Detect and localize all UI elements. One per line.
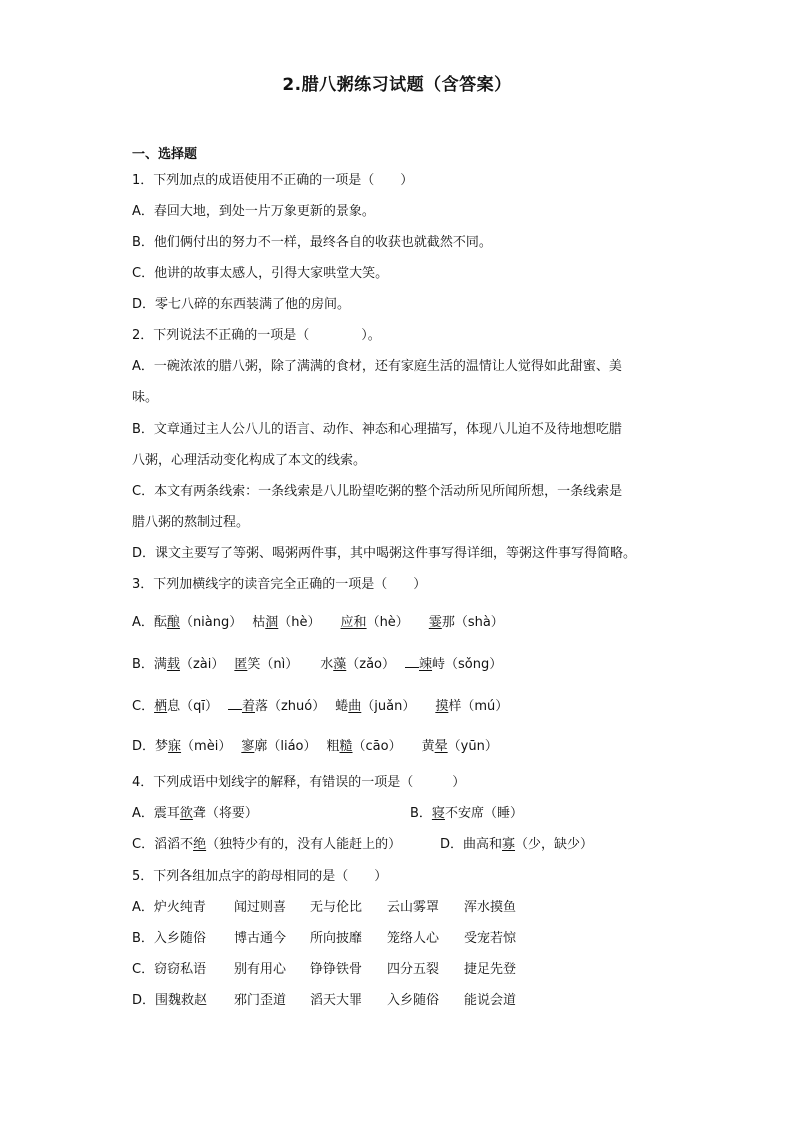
- question-3-option-a: A．酝酿（niàng） 枯涸（hè） 应和（hè） 霎那（shà）: [132, 615, 504, 630]
- idiom: 笼络人心: [387, 931, 440, 946]
- idiom: 能说会道: [464, 993, 517, 1008]
- idiom: 云山雾罩: [387, 900, 440, 915]
- question-3-stem: 3．下列加横线字的读音完全正确的一项是（ ）: [132, 577, 427, 592]
- question-4-options-cd: [132, 836, 672, 854]
- underlined-char: 曲: [348, 699, 362, 714]
- section-heading: 一、选择题: [132, 147, 198, 162]
- underlined-char: 绝: [193, 837, 207, 852]
- question-1-option-c: C．他讲的故事太感人，引得大家哄堂大笑。: [132, 266, 389, 281]
- question-3-option-d: D．梦寐（mèi） 寥廓（liáo） 粗糙（cāo） 黄晕（yūn）: [132, 739, 498, 754]
- option-label: A．: [132, 615, 154, 630]
- underlined-char: 寐: [168, 739, 182, 754]
- underlined-char: 寡: [502, 837, 516, 852]
- idiom: B．入乡随俗: [132, 931, 206, 946]
- option-label: D．: [132, 739, 156, 754]
- question-5-option-b: [132, 930, 672, 948]
- question-4-option-b: B．寝不安席（睡）: [410, 806, 523, 821]
- idiom: 入乡随俗: [387, 993, 440, 1008]
- idiom: 无与伦比: [310, 900, 363, 915]
- idiom: C．窃窃私语: [132, 962, 207, 977]
- question-4-option-a: A．震耳欲聋（将要）: [132, 806, 258, 821]
- underlined-char: 匿: [234, 657, 248, 672]
- underline-blank: [405, 655, 419, 668]
- underlined-char: 糙: [339, 739, 353, 754]
- idiom: 受宠若惊: [464, 931, 517, 946]
- idiom: 四分五裂: [387, 962, 440, 977]
- idiom: 闻过则喜: [234, 900, 287, 915]
- underlined-char: 晕: [434, 739, 448, 754]
- question-4-options-ab: [132, 805, 672, 823]
- underlined-char: 着: [241, 699, 255, 714]
- idiom: 浑水摸鱼: [464, 900, 517, 915]
- idiom: 捷足先登: [464, 962, 517, 977]
- question-1-option-d: D．零七八碎的东西装满了他的房间。: [132, 297, 351, 312]
- question-2-option-c-line1: C．本文有两条线索：一条线索是八儿盼望吃粥的整个活动所见所闻所想，一条线索是: [132, 484, 623, 499]
- idiom: 所向披靡: [310, 931, 363, 946]
- underlined-char: 载: [166, 657, 180, 672]
- question-3-option-c: C．栖息（qī） 着落（zhuó） 蜷曲（juǎn） 摸样（mú）: [132, 699, 509, 714]
- option-label: B．: [132, 657, 154, 672]
- question-2-option-a-line2: 味。: [132, 390, 159, 405]
- question-5-option-c: [132, 961, 672, 979]
- question-2-option-a-line1: A．一碗浓浓的腊八粥，除了满满的食材，还有家庭生活的温情让人觉得如此甜蜜、美: [132, 359, 622, 374]
- question-5-option-a: [132, 899, 672, 917]
- underlined-char: 酿: [166, 615, 180, 630]
- question-4-option-c: C．滔滔不绝（独特少有的，没有人能赶上的）: [132, 837, 402, 852]
- idiom: 滔天大罪: [310, 993, 363, 1008]
- question-2-option-c-line2: 腊八粥的熬制过程。: [132, 515, 250, 530]
- idiom: 邪门歪道: [234, 993, 287, 1008]
- underlined-char: 应: [340, 615, 354, 630]
- idiom: A．炉火纯青: [132, 900, 206, 915]
- question-2-option-d: D．课文主要写了等粥、喝粥两件事，其中喝粥这件事写得详细，等粥这件事写得简略。: [132, 546, 637, 561]
- option-label: C．: [132, 699, 155, 714]
- question-1-option-b: B．他们俩付出的努力不一样，最终各自的收获也就截然不同。: [132, 235, 492, 250]
- question-3-option-b: B．满载（zài） 匿笑（nì） 水藻（zǎo） 竦峙（sǒng）: [132, 657, 503, 672]
- question-1-option-a: A．春回大地，到处一片万象更新的景象。: [132, 204, 375, 219]
- underlined-char: 和: [353, 615, 367, 630]
- underlined-char: 藻: [333, 657, 347, 672]
- question-5-option-d: [132, 992, 672, 1010]
- underlined-char: 霎: [428, 615, 442, 630]
- question-2-stem: 2．下列说法不正确的一项是（ ）。: [132, 328, 381, 343]
- question-2-option-b-line2: 八粥，心理活动变化构成了本文的线索。: [132, 453, 367, 468]
- idiom: 别有用心: [234, 962, 287, 977]
- page-title: 2.腊八粥练习试题（含答案）: [282, 75, 512, 95]
- question-4-stem: 4．下列成语中划线字的解释，有错误的一项是（ ）: [132, 775, 466, 790]
- underline-blank: [228, 697, 242, 710]
- question-1-stem: 1．下列加点的成语使用不正确的一项是（ ）: [132, 173, 414, 188]
- question-2-option-b-line1: B．文章通过主人公八儿的语言、动作、神态和心理描写，体现八儿迫不及待地想吃腊: [132, 422, 622, 437]
- underlined-char: 欲: [179, 806, 193, 821]
- question-5-stem: 5．下列各组加点字的韵母相同的是（ ）: [132, 869, 388, 884]
- idiom: 铮铮铁骨: [310, 962, 363, 977]
- underlined-char: 竦: [419, 657, 433, 672]
- underlined-char: 寥: [241, 739, 255, 754]
- underlined-char: 寝: [431, 806, 445, 821]
- idiom: 博古通今: [234, 931, 287, 946]
- question-4-option-d: D．曲高和寡（少，缺少）: [440, 837, 594, 852]
- underlined-char: 涸: [265, 615, 279, 630]
- underlined-char: 摸: [435, 699, 449, 714]
- underlined-char: 栖: [154, 699, 168, 714]
- idiom: D．围魏救赵: [132, 993, 208, 1008]
